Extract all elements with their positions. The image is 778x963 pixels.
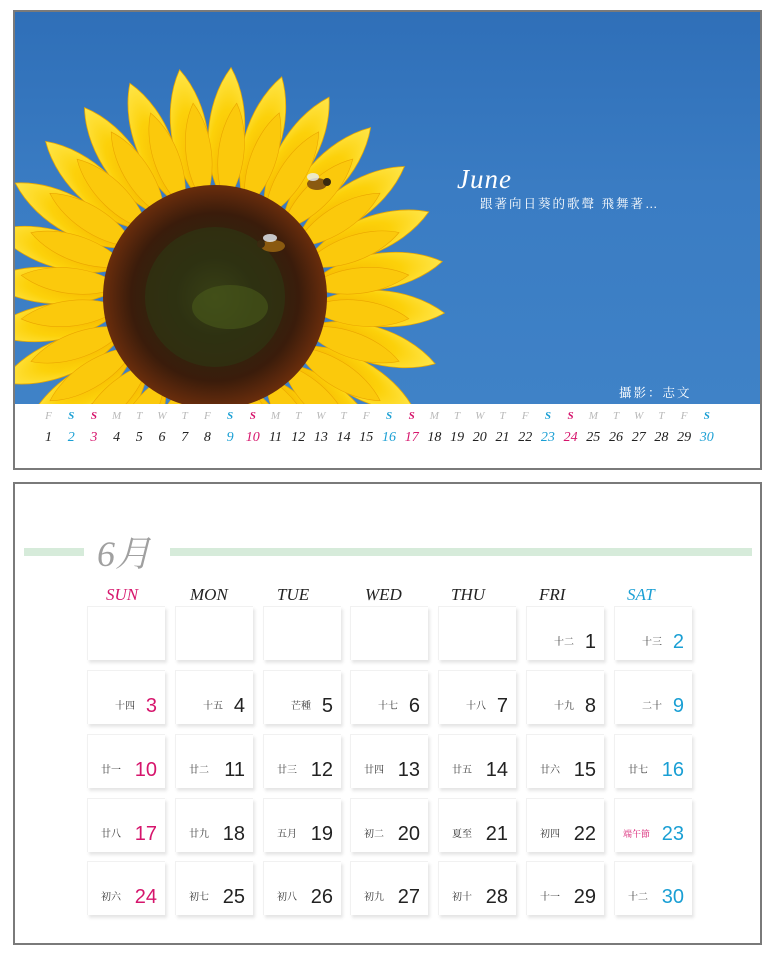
day-number: 25	[222, 886, 245, 908]
weekday-label-wed: WED	[365, 585, 402, 604]
strip-weekday-letter: M	[429, 410, 439, 422]
day-number: 19	[310, 823, 333, 845]
strip-day-number: 2	[67, 430, 75, 445]
strip-day	[241, 408, 264, 448]
day-number: 16	[661, 759, 684, 781]
strip-day	[309, 408, 332, 448]
month-title-english: June	[457, 164, 512, 194]
empty-day-cell	[87, 606, 165, 660]
day-cell	[614, 861, 692, 915]
lunar-date: 廿八	[101, 829, 121, 840]
day-number: 24	[134, 886, 157, 908]
strip-day	[151, 408, 174, 448]
strip-weekday-letter: W	[157, 410, 167, 422]
strip-day-number: 17	[404, 430, 419, 445]
lunar-date: 初六	[101, 892, 121, 903]
strip-weekday-letter: M	[588, 410, 598, 422]
strip-day	[287, 408, 310, 448]
lunar-date: 十七	[378, 701, 398, 712]
lunar-date: 廿六	[540, 765, 560, 776]
weekday-label-sat: SAT	[627, 585, 655, 604]
day-cell	[350, 798, 428, 852]
strip-day-number: 28	[654, 430, 669, 445]
strip-weekday-letter: T	[454, 410, 461, 422]
strip-day	[582, 408, 605, 448]
day-cell	[614, 670, 692, 724]
empty-day-cell	[263, 606, 341, 660]
day-cell	[263, 670, 341, 724]
lunar-date: 初九	[364, 892, 384, 903]
strip-day	[627, 408, 650, 448]
day-number: 12	[310, 759, 333, 781]
bottom-calendar-panel	[13, 482, 762, 945]
day-cell	[526, 606, 604, 660]
strip-day-number: 7	[181, 430, 189, 445]
lunar-date: 廿一	[101, 765, 121, 776]
sunflower-photo	[15, 12, 760, 404]
strip-day-number: 22	[518, 430, 533, 445]
strip-day-number: 10	[245, 430, 260, 445]
strip-day-number: 29	[677, 430, 692, 445]
month-day-strip	[37, 408, 737, 456]
day-cell	[175, 670, 253, 724]
lunar-date: 廿九	[189, 829, 209, 840]
day-number: 29	[573, 886, 596, 908]
day-cell	[614, 798, 692, 852]
day-cell	[87, 861, 165, 915]
day-number: 21	[485, 823, 508, 845]
lunar-date: 廿七	[628, 765, 648, 776]
day-cell	[438, 798, 516, 852]
strip-day	[332, 408, 355, 448]
lunar-date: 廿二	[189, 765, 209, 776]
top-calendar-panel	[13, 10, 762, 470]
day-number: 14	[485, 759, 508, 781]
strip-day	[423, 408, 446, 448]
empty-day-cell	[438, 606, 516, 660]
strip-day	[37, 408, 60, 448]
strip-day-number: 26	[609, 430, 623, 445]
month-bar-left	[24, 548, 84, 556]
strip-day	[491, 408, 514, 448]
strip-weekday-letter: S	[90, 410, 97, 422]
strip-day-number: 14	[336, 430, 351, 445]
month-bar-right	[170, 548, 752, 556]
strip-day-number: 15	[359, 430, 374, 445]
strip-day	[536, 408, 559, 448]
strip-day-number: 21	[495, 430, 510, 445]
empty-day-cell	[175, 606, 253, 660]
lunar-date: 十四	[115, 701, 135, 712]
strip-weekday-letter: T	[340, 410, 347, 422]
strip-day-number: 13	[313, 430, 328, 445]
strip-weekday-letter: T	[295, 410, 302, 422]
day-number: 7	[496, 695, 508, 717]
lunar-date: 十二	[628, 892, 648, 903]
day-number: 17	[134, 823, 157, 845]
strip-day	[650, 408, 673, 448]
strip-day-number: 18	[427, 430, 442, 445]
day-number: 8	[584, 695, 596, 717]
lunar-date: 初四	[540, 829, 560, 840]
day-number: 4	[233, 695, 245, 717]
lunar-date: 芒種	[291, 701, 311, 712]
day-cell	[526, 670, 604, 724]
strip-weekday-letter: S	[544, 410, 551, 422]
day-cell	[175, 734, 253, 788]
day-number: 5	[321, 695, 333, 717]
strip-day-number: 11	[269, 430, 282, 445]
day-number: 22	[573, 823, 596, 845]
lunar-date: 十一	[540, 892, 560, 903]
strip-day	[128, 408, 151, 448]
strip-day-number: 3	[90, 430, 98, 445]
strip-weekday-letter: S	[703, 410, 710, 422]
lunar-date: 十五	[203, 701, 223, 712]
day-number: 18	[222, 823, 245, 845]
strip-day	[60, 408, 83, 448]
strip-weekday-letter: S	[408, 410, 415, 422]
day-cell	[263, 798, 341, 852]
strip-day	[605, 408, 628, 448]
strip-weekday-letter: T	[499, 410, 506, 422]
strip-weekday-letter: S	[68, 410, 75, 422]
lunar-date: 初七	[189, 892, 209, 903]
strip-day	[173, 408, 196, 448]
lunar-date: 十二	[554, 637, 574, 648]
empty-day-cell	[350, 606, 428, 660]
lunar-date: 端午節	[622, 829, 650, 839]
strip-weekday-letter: M	[270, 410, 281, 422]
strip-day-number: 1	[45, 430, 52, 445]
day-number: 23	[661, 823, 684, 845]
lunar-date: 初二	[364, 829, 384, 840]
strip-day-number: 4	[113, 430, 121, 445]
strip-day-number: 25	[586, 430, 601, 445]
strip-weekday-letter: W	[634, 410, 644, 422]
weekday-label-tue: TUE	[277, 585, 310, 604]
day-cell	[263, 861, 341, 915]
strip-day	[514, 408, 537, 448]
day-cell	[526, 798, 604, 852]
strip-weekday-letter: T	[658, 410, 665, 422]
lunar-date: 初十	[452, 892, 472, 903]
strip-weekday-letter: T	[136, 410, 143, 422]
day-cell	[263, 734, 341, 788]
day-cell	[175, 861, 253, 915]
lunar-date: 五月	[277, 829, 297, 840]
lunar-date: 廿三	[277, 765, 297, 776]
day-number: 11	[224, 759, 245, 781]
strip-day	[468, 408, 491, 448]
photo-credit: 攝影：志文	[619, 386, 692, 400]
lunar-date: 十八	[466, 701, 486, 712]
day-number: 3	[145, 695, 157, 717]
strip-day	[105, 408, 128, 448]
day-number: 20	[397, 823, 420, 845]
strip-day-number: 12	[291, 430, 306, 445]
strip-weekday-letter: W	[316, 410, 326, 422]
photo-caption: 跟著向日葵的歌聲 飛舞著…	[480, 197, 660, 211]
day-number: 28	[485, 886, 508, 908]
day-number: 6	[408, 695, 420, 717]
day-cell	[350, 734, 428, 788]
day-number: 30	[661, 886, 684, 908]
strip-day-number: 30	[699, 430, 714, 445]
day-cell	[87, 798, 165, 852]
day-cell	[438, 734, 516, 788]
lunar-date: 初八	[277, 892, 297, 903]
day-cell	[175, 798, 253, 852]
strip-day	[673, 408, 696, 448]
day-number: 13	[397, 759, 420, 781]
day-cell	[614, 734, 692, 788]
day-cell	[350, 861, 428, 915]
day-cell	[438, 670, 516, 724]
strip-day	[264, 408, 287, 448]
day-cell	[438, 861, 516, 915]
strip-day-number: 16	[382, 430, 396, 445]
day-number: 10	[134, 759, 157, 781]
day-number: 2	[672, 631, 684, 653]
day-number: 27	[397, 886, 420, 908]
strip-weekday-letter: F	[45, 410, 52, 422]
strip-day	[196, 408, 219, 448]
lunar-date: 十三	[642, 637, 662, 648]
strip-day	[446, 408, 469, 448]
day-number: 26	[310, 886, 333, 908]
day-cell	[87, 734, 165, 788]
strip-weekday-letter: F	[204, 410, 211, 422]
strip-weekday-letter: F	[521, 410, 529, 422]
strip-day	[378, 408, 401, 448]
strip-day-number: 8	[203, 430, 211, 445]
day-number: 9	[672, 695, 684, 717]
lunar-date: 夏至	[452, 829, 472, 840]
strip-day-number: 20	[472, 430, 487, 445]
strip-weekday-letter: T	[181, 410, 188, 422]
lunar-date: 廿四	[364, 765, 384, 776]
strip-day	[695, 408, 718, 448]
strip-day	[559, 408, 582, 448]
strip-day-number: 19	[450, 430, 465, 445]
strip-day-number: 9	[226, 430, 234, 445]
strip-weekday-letter: S	[385, 410, 393, 422]
day-number: 1	[584, 631, 596, 653]
strip-day	[219, 408, 242, 448]
strip-day	[355, 408, 378, 448]
strip-weekday-letter: F	[680, 410, 688, 422]
day-number: 15	[573, 759, 596, 781]
day-cell	[526, 734, 604, 788]
day-cell	[614, 606, 692, 660]
lunar-date: 十九	[554, 701, 574, 712]
weekday-label-thu: THU	[451, 585, 486, 604]
strip-day-number: 23	[540, 430, 555, 445]
strip-day-number: 6	[158, 430, 166, 445]
month-title: 6月	[97, 534, 152, 574]
strip-weekday-letter: M	[112, 410, 122, 422]
strip-day-number: 24	[563, 430, 578, 445]
strip-weekday-letter: S	[249, 410, 256, 422]
strip-day	[82, 408, 105, 448]
strip-weekday-letter: S	[227, 410, 234, 422]
strip-day-number: 5	[135, 430, 143, 445]
strip-weekday-letter: F	[362, 410, 370, 422]
day-cell	[87, 670, 165, 724]
weekday-label-sun: SUN	[106, 585, 139, 604]
strip-weekday-letter: T	[612, 410, 620, 422]
strip-weekday-letter: S	[567, 410, 574, 422]
lunar-date: 廿五	[452, 765, 472, 776]
day-cell	[350, 670, 428, 724]
strip-day-number: 27	[631, 430, 646, 445]
strip-weekday-letter: W	[475, 410, 485, 422]
weekday-label-fri: FRI	[539, 585, 566, 604]
day-cell	[526, 861, 604, 915]
lunar-date: 二十	[642, 701, 662, 712]
weekday-label-mon: MON	[190, 585, 228, 604]
strip-day	[400, 408, 423, 448]
